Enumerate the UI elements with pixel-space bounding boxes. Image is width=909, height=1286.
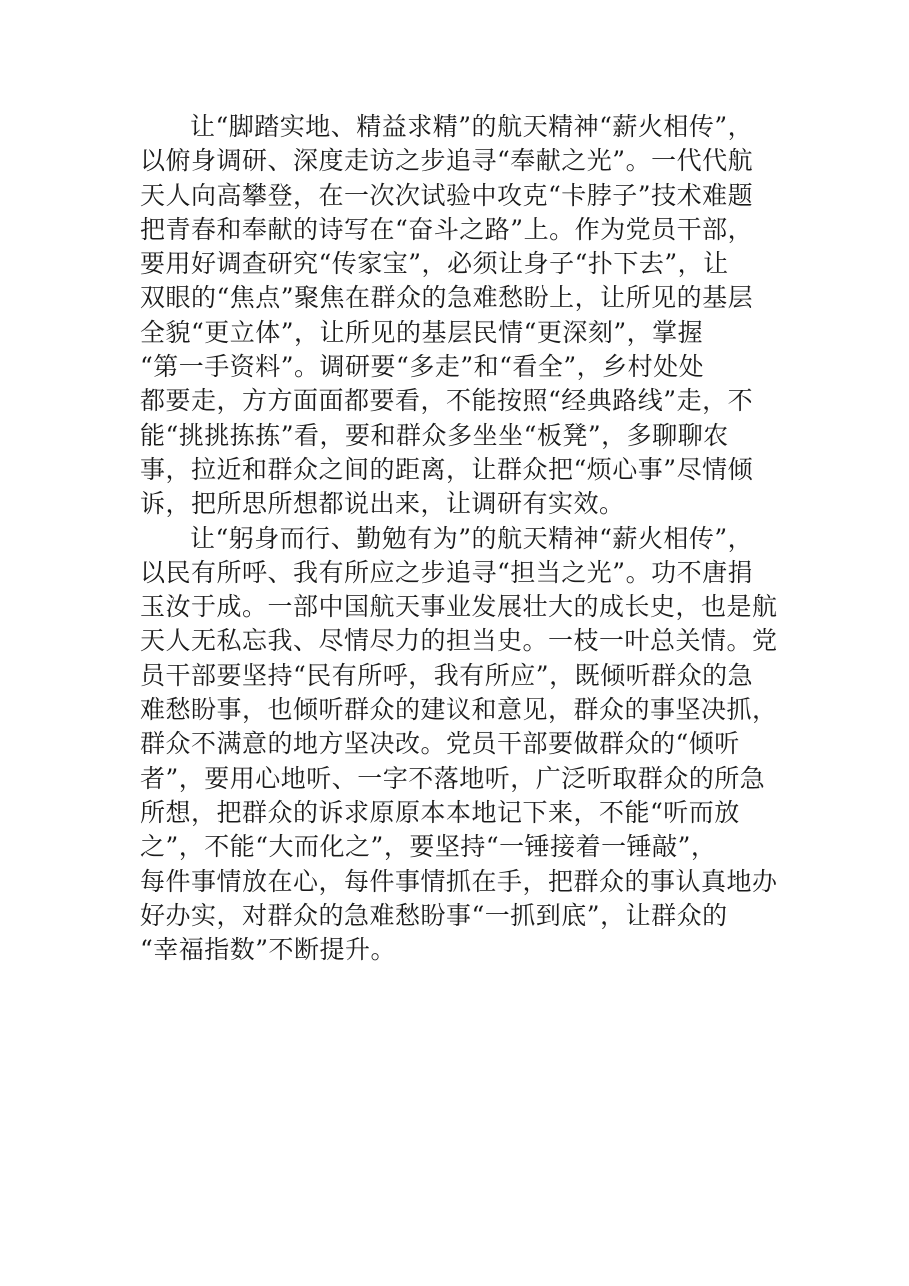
- paragraph-line: 者”，要用心地听、一字不落地听，广泛听取群众的所急: [140, 763, 766, 793]
- paragraph-line: 玉汝于成。一部中国航天事业发展壮大的成长史，也是航: [140, 592, 778, 622]
- paragraph-line: 以民有所呼、我有所应之步追寻“担当之光”。功不唐捐: [140, 557, 754, 587]
- paragraph-line: 都要走，方方面面都要看，不能按照“经典路线”走，不: [140, 386, 754, 416]
- paragraph-line: 群众不满意的地方坚决改。党员干部要做群众的“倾听: [140, 729, 740, 759]
- paragraph-line: 让“脚踏实地、精益求精”的航天精神“薪火相传”，: [190, 112, 754, 141]
- paragraph-line: 员干部要坚持“民有所呼，我有所应”，既倾听群众的急: [140, 660, 754, 690]
- paragraph-line: 以俯身调研、深度走访之步追寻“奉献之光”。一代代航: [140, 146, 754, 176]
- paragraph-line: 全貌“更立体”，让所见的基层民情“更深刻”，掌握: [140, 317, 704, 347]
- paragraph-line: 天人无私忘我、尽情尽力的担当史。一枝一叶总关情。党: [140, 626, 778, 656]
- paragraph-line: “幸福指数”不断提升。: [140, 935, 397, 965]
- paragraph-2: [140, 522, 780, 968]
- paragraph-line: 天人向高攀登，在一次次试验中攻克“卡脖子”技术难题: [140, 180, 754, 210]
- paragraph-1: [140, 110, 780, 522]
- paragraph-line: 所想，把群众的诉求原原本本地记下来，不能“听而放: [140, 797, 740, 827]
- paragraph-line: 双眼的“焦点”聚焦在群众的急难愁盼上，让所见的基层: [140, 283, 754, 313]
- paragraph-line: “第一手资料”。调研要“多走”和“看全”，乡村处处: [140, 352, 705, 382]
- paragraph-line: 把青春和奉献的诗写在“奋斗之路”上。作为党员干部，: [140, 214, 754, 244]
- paragraph-line: 之”，不能“大而化之”，要坚持“一锤接着一锤敲”，: [140, 832, 717, 862]
- paragraph-line: 诉，把所思所想都说出来，让调研有实效。: [140, 489, 625, 519]
- paragraph-line: 事，拉近和群众之间的距离，让群众把“烦心事”尽情倾: [140, 454, 754, 484]
- paragraph-line: 好办实，对群众的急难愁盼事“一抓到底”，让群众的: [140, 900, 728, 930]
- paragraph-line: 让“躬身而行、勤勉有为”的航天精神“薪火相传”，: [190, 523, 754, 553]
- paragraph-line: 要用好调查研究“传家宝”，必须让身子“扑下去”，让: [140, 249, 729, 279]
- paragraph-line: 难愁盼事，也倾听群众的建议和意见，群众的事坚决抓，: [140, 695, 778, 725]
- document-body: [140, 110, 780, 967]
- paragraph-line: 能“挑挑拣拣”看，要和群众多坐坐“板凳”，多聊聊农: [140, 420, 729, 450]
- paragraph-line: 每件事情放在心，每件事情抓在手，把群众的事认真地办: [140, 866, 778, 896]
